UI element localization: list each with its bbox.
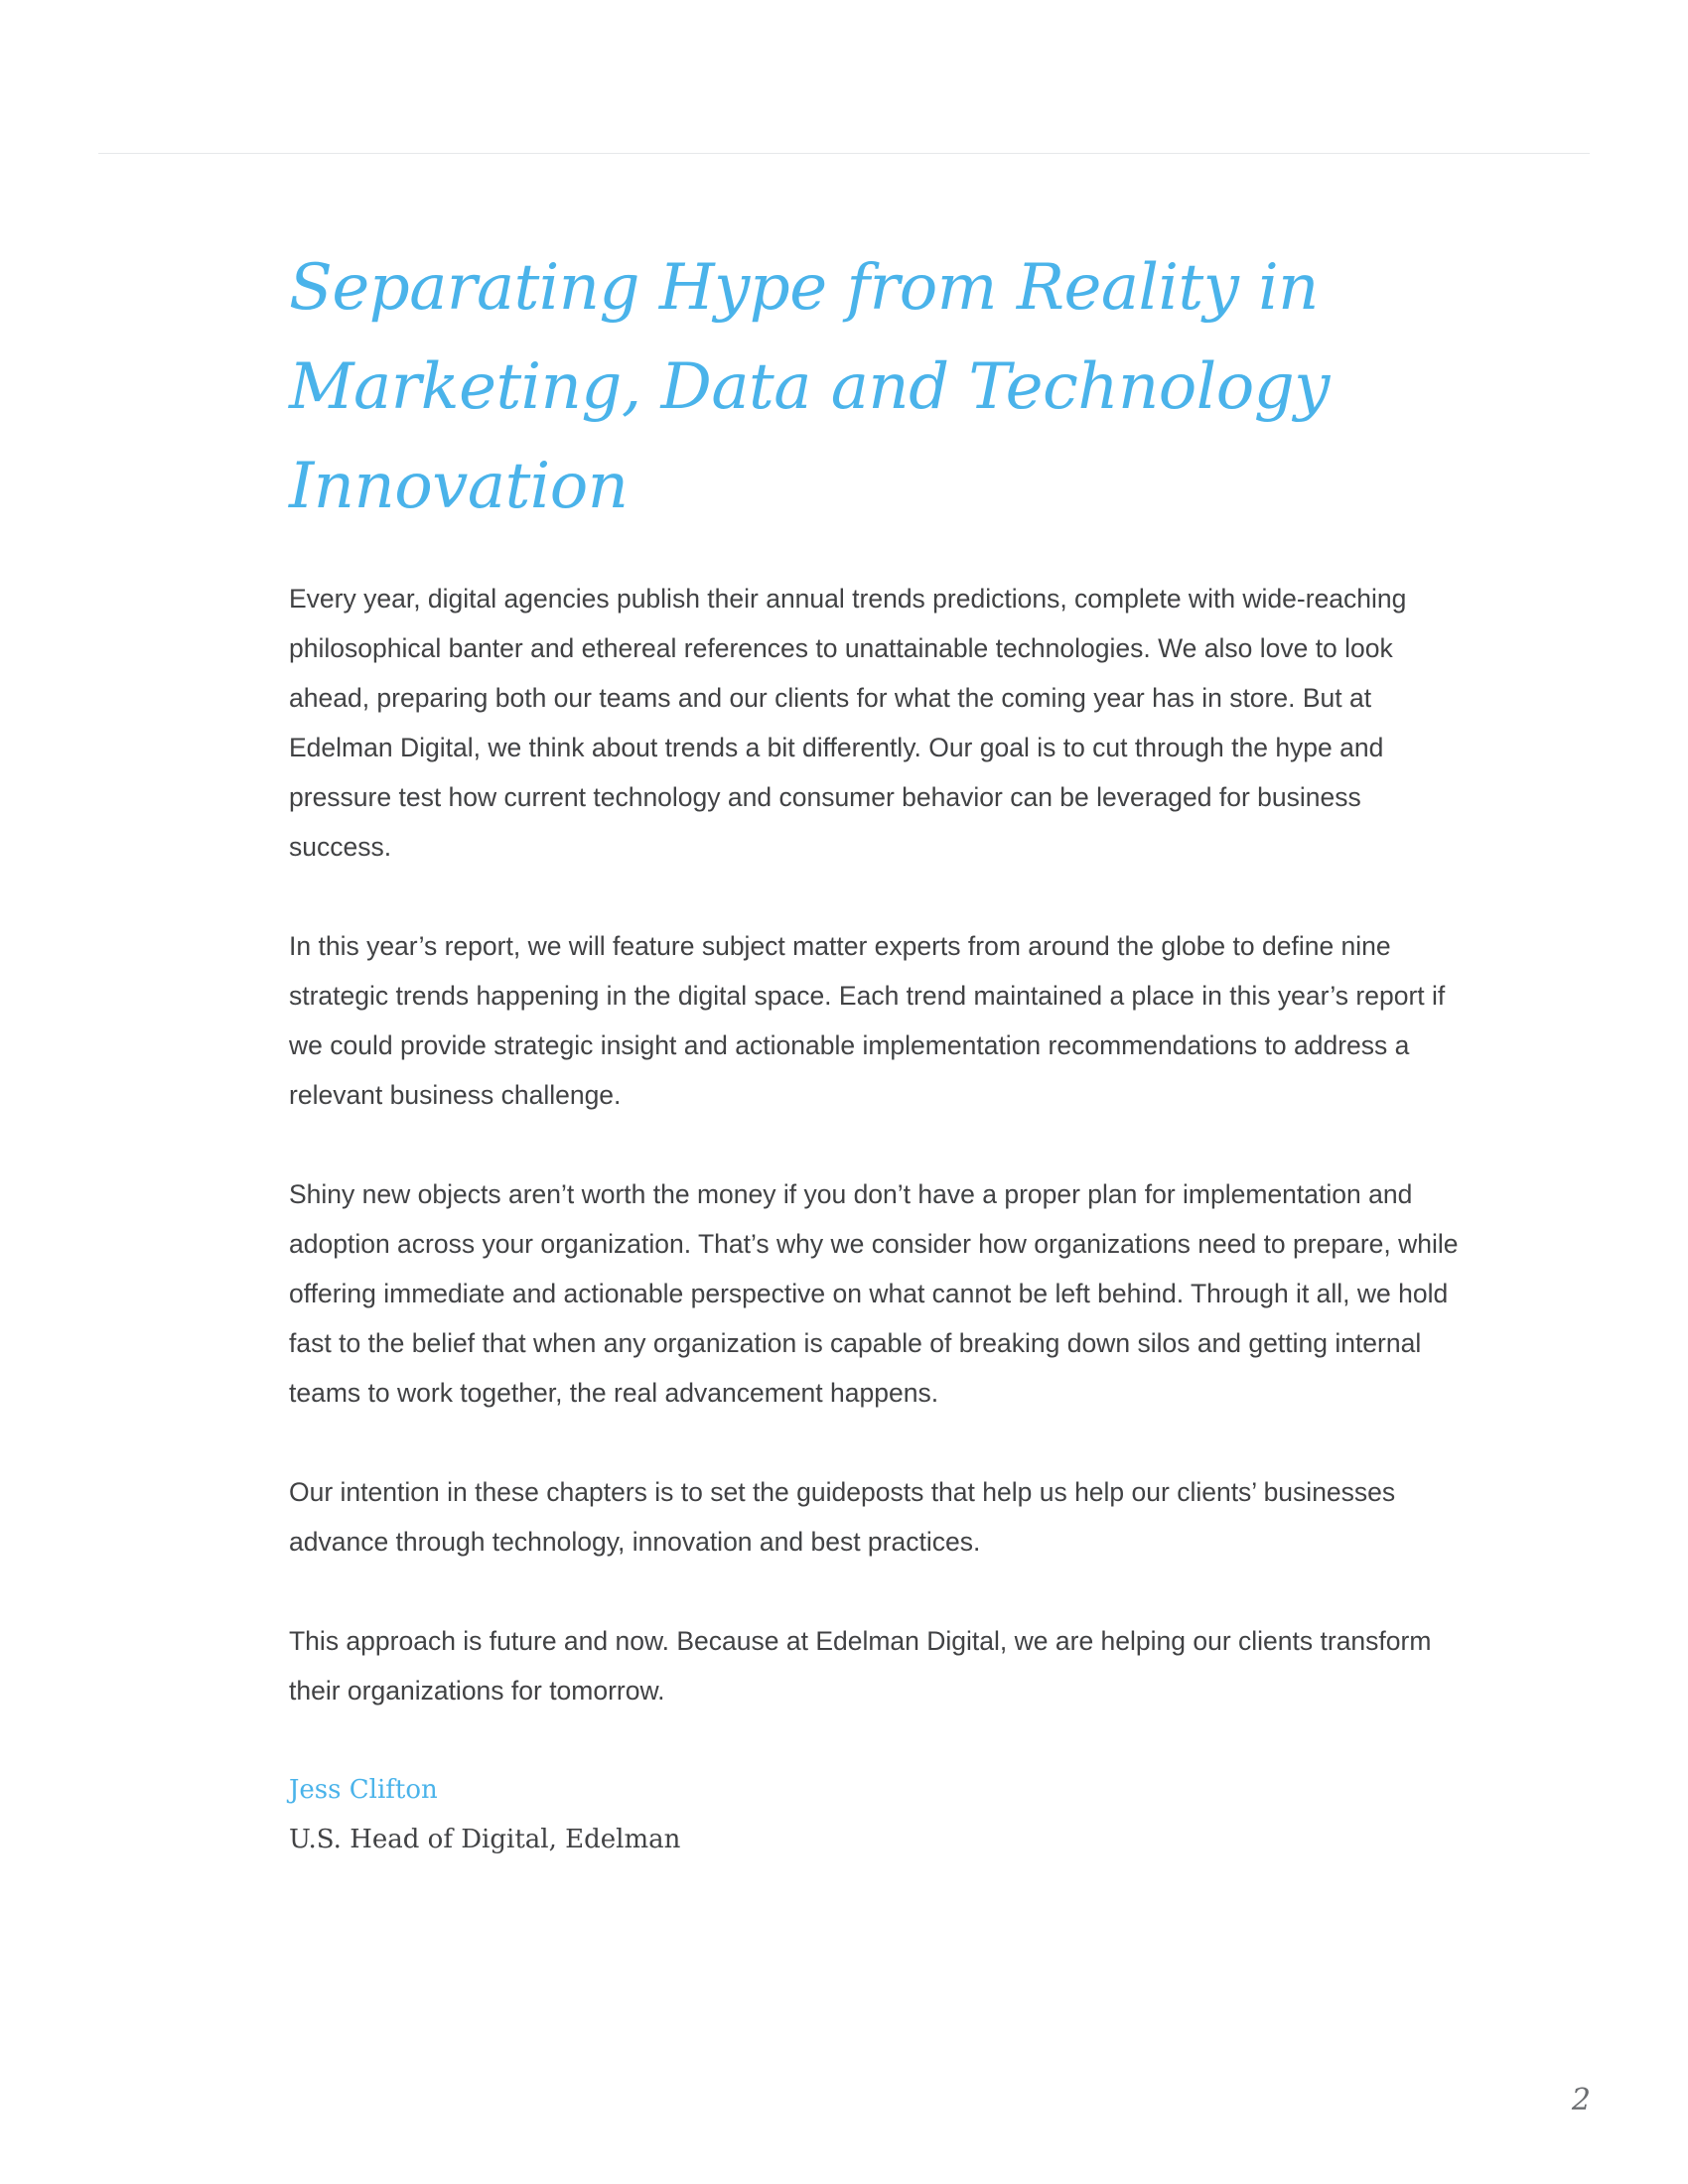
signature-role: U.S. Head of Digital, Edelman bbox=[289, 1825, 681, 1854]
page-title: Separating Hype from Reality in Marketing, Data and Technology Innovation bbox=[289, 251, 1330, 523]
paragraph-2: In this year’s report, we will feature subject matter experts from around the globe to define nine strategic trends happening in the digital space. Each trend maintained a place in this year’s report if we could provide strategic insight and actionable implementation recommendations to address a relevant business challenge. bbox=[289, 931, 1446, 1110]
paragraph-5: This approach is future and now. Because at Edelman Digital, we are helping our clients transform their organizations for tomorrow. bbox=[289, 1626, 1432, 1706]
signature-name: Jess Clifton bbox=[289, 1775, 438, 1805]
body-text bbox=[289, 574, 1461, 1715]
paragraph-1: Every year, digital agencies publish their annual trends predictions, complete with wide-reaching philosophical banter and ethereal references to unattainable technologies. We also love to look ahead, preparing both our teams and our clients for what the coming year has in store. But at Edelman Digital, we think about trends a bit differently. Our goal is to cut through the hype and pressure test how current technology and consumer behavior can be leveraged for business success. bbox=[289, 584, 1407, 862]
page-number: 2 bbox=[1571, 2083, 1591, 2117]
header-divider bbox=[98, 153, 1590, 154]
signature bbox=[289, 1765, 1461, 1864]
page-content bbox=[289, 238, 1461, 1864]
paragraph-4: Our intention in these chapters is to set the guideposts that help us help our clients’ businesses advance through technology, innovation and best practices. bbox=[289, 1477, 1396, 1557]
paragraph-3: Shiny new objects aren’t worth the money if you don’t have a proper plan for implementation and adoption across your organization. That’s why we consider how organizations need to prepare, while offering immediate and actionable perspective on what cannot be left behind. Through it all, we hold fast to the belief that when any organization is capable of breaking down silos and getting internal teams to work together, the real advancement happens. bbox=[289, 1179, 1459, 1408]
